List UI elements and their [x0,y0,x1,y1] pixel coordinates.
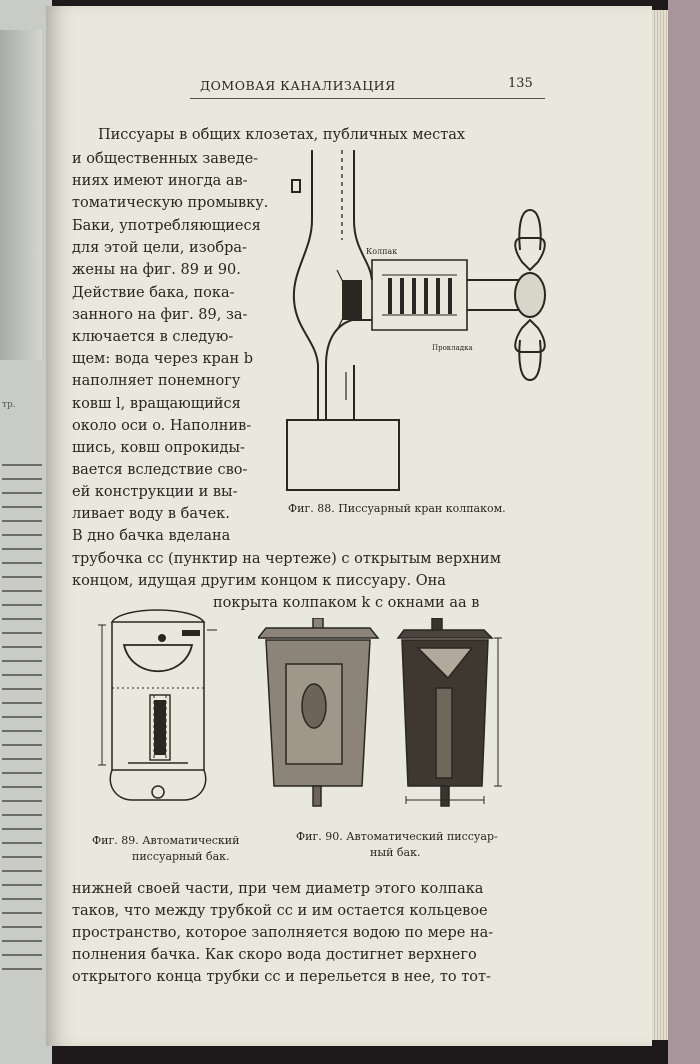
fig88-label-colpak: Колпак [366,247,398,256]
text-line: для этой цели, изобра- [72,240,247,256]
text-line: таков, что между трубкой cc и им остается кольцевое [72,903,488,919]
text-line: пространство, которое заполняется водою по мере на- [72,925,494,941]
fig90-tank-drawing [258,618,508,823]
text-line: ниях имеют иногда ав- [72,173,248,189]
text-line: шись, ковш опрокиды- [72,440,245,456]
text-line: жены на фиг. 89 и 90. [72,262,241,278]
text-line: ковш l, вращающийся [72,396,241,412]
text-line: ливает воду в бачек. [72,506,230,522]
text-line: вается вследствие сво- [72,462,248,478]
text-line: Писсуары в общих клозетах, публичных местах [98,127,466,143]
text-line: открытого конца трубки cc и перельется в нее, то тот- [72,969,491,985]
text-line: томатическую промывку. [72,195,269,211]
left-page-figure [0,30,42,360]
book-cover [668,0,700,1064]
fig88-caption: Фиг. 88. Писсуарный кран колпаком. [288,502,506,515]
left-page-fragment [0,0,52,1064]
text-line: покрыта колпаком k с окнами aa в [213,595,480,611]
text-line: наполняет понемногу [72,373,241,389]
fig89-caption-line2: писсуарный бак. [132,850,230,863]
fig88-valve-drawing [282,150,554,495]
fig88-label-prokladka: Прокладка [432,344,473,352]
left-page-text [2,455,42,975]
text-line: В дно бачка вделана [72,528,231,544]
running-header: ДОМОВАЯ КАНАЛИЗАЦИЯ [200,78,396,93]
text-line: Действие бака, пока- [72,285,235,301]
text-line: щем: вода через кран b [72,351,254,367]
text-line: трубочка cc (пунктир на чертеже) с открытым верхним [72,551,501,567]
text-line: полнения бачка. Как скоро вода достигнет верхнего [72,947,477,963]
text-line: и общественных заведе- [72,151,259,167]
fig90-caption-line1: Фиг. 90. Автоматический писсуар- [296,830,498,843]
text-line: нижней своей части, при чем диаметр этого колпака [72,881,484,897]
fig90-caption-line2: ный бак. [370,846,421,859]
text-line: около оси o. Наполнив- [72,418,252,434]
text-line: ключается в следую- [72,329,234,345]
left-page-caption: тр. [2,400,16,410]
page-number: 135 [508,76,533,91]
text-line: концом, идущая другим концом к писсуару. Она [72,573,446,589]
fig89-tank-drawing [92,600,222,820]
text-line: занного на фиг. 89, за- [72,307,248,323]
header-rule [190,98,545,99]
text-line: ей конструкции и вы- [72,484,238,500]
text-line: Баки, употребляющиеся [72,218,261,234]
fig89-caption-line1: Фиг. 89. Автоматический [92,834,240,847]
